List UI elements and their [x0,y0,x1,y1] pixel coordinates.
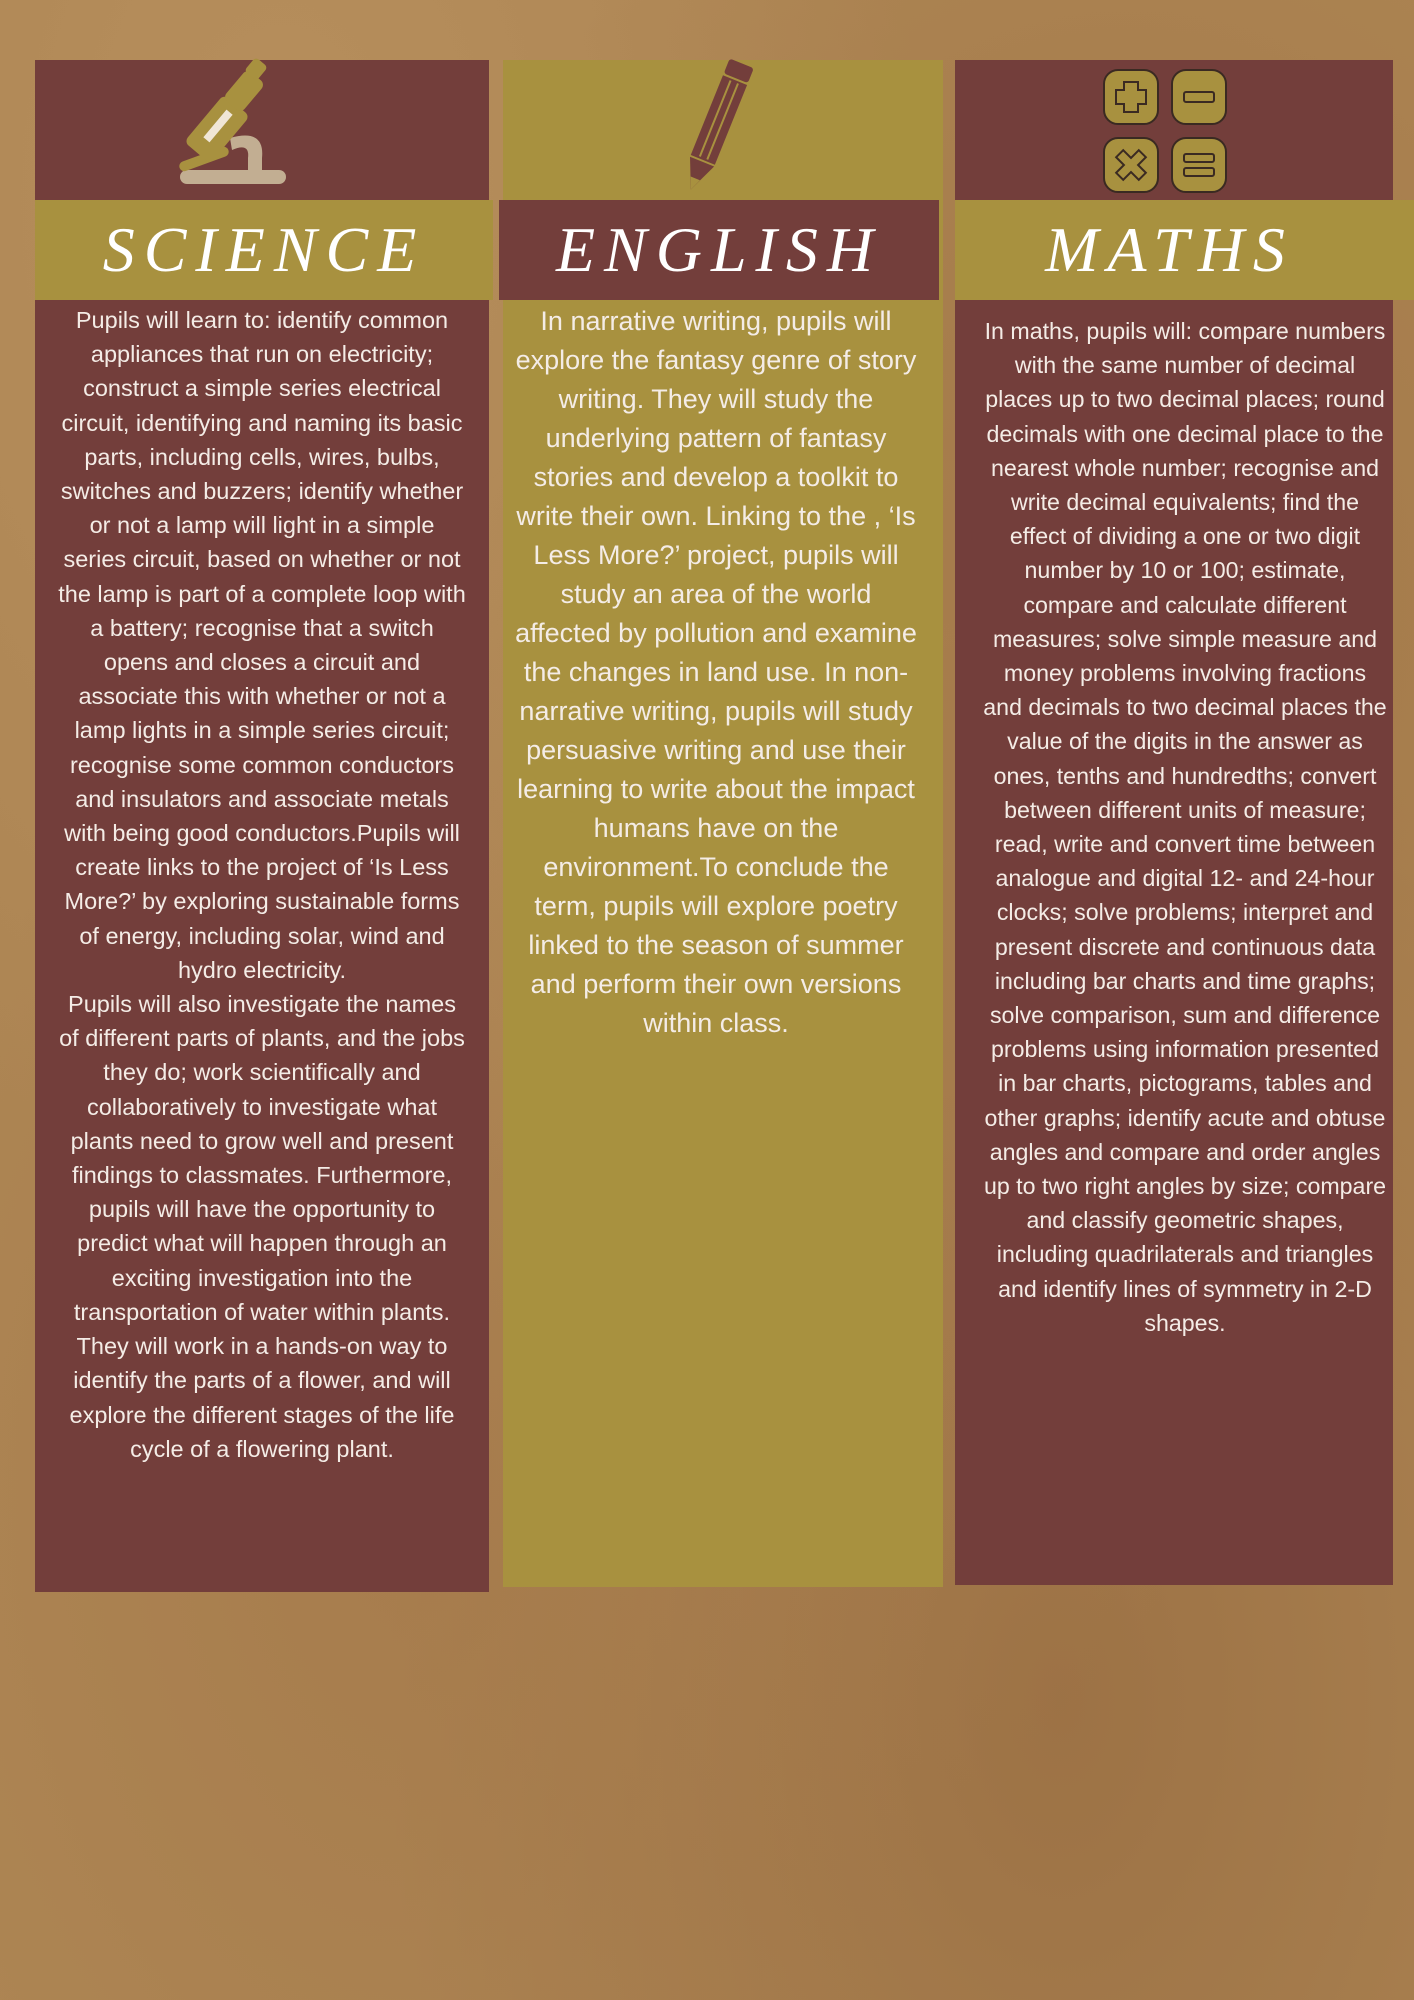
science-paragraph-2: Pupils will also investigate the names of different parts of plants, and the jobs they do; work scientifically and collaboratively to investigate what plants need to grow well and present findings to classmates. Furthermore, pupils will have the opportunity to predict what will happen through an exciting investigation into the transportation of water within plants. They will work in a hands-on way to identify the parts of a flower, and will explore the different stages of the life cycle of a flowering plant. [59,991,465,1462]
calculator-operations-icon [1100,66,1230,196]
science-title-band [35,200,493,300]
english-paragraph-1: In narrative writing, pupils will explore the fantasy genre of story writing. They will study the underlying pattern of fantasy stories and develop a toolkit to write their own. Linking to the , ‘Is Less More?’ project, pupils will study an area of the world affected by pollution and examine the changes in land use. In non-narrative writing, pupils will study persuasive writing and use their learning to write about the impact humans have on the environment.To conclude the term, pupils will explore poetry linked to the season of summer and perform their own versions within class. [515,306,917,1038]
english-title-band [499,200,939,300]
science-paragraph-1: Pupils will learn to: identify common appliances that run on electricity; construct a simple series electrical circuit, identifying and naming its basic parts, including cells, wires, bulbs, switches and buzzers; identify whether or not a lamp will light in a simple series circuit, based on whether or not the lamp is part of a complete loop with a battery; recognise that a switch opens and closes a circuit and associate this with whether or not a lamp lights in a simple series circuit; recognise some common conductors and insulators and associate metals with being good conductors.Pupils will create links to the project of ‘Is Less More?’ by exploring sustainable forms of energy, including solar, wind and hydro electricity. [58,307,466,983]
science-body [55,303,469,1466]
microscope-icon [170,58,300,188]
pencil-icon [665,52,765,202]
english-body [512,302,920,1043]
maths-title: MATHS [1045,214,1294,285]
english-title: ENGLISH [555,214,883,285]
maths-body [982,314,1388,1340]
maths-paragraph-1: In maths, pupils will: compare numbers with the same number of decimal places up to two decimal places; round decimals with one decimal place to the nearest whole number; recognise and write decimal equivalents; find the effect of dividing a one or two digit number by 10 or 100; estimate, compare and calculate different measures; solve simple measure and money problems involving fractions and decimals to two decimal places the value of the digits in the answer as ones, tenths and hundredths; convert between different units of measure; read, write and convert time between analogue and digital 12- and 24-hour clocks; solve problems; interpret and present discrete and continuous data including bar charts and time graphs; solve comparison, sum and difference problems using information presented in bar charts, pictograms, tables and other graphs; identify acute and obtuse angles and compare and order angles up to two right angles by size; compare and classify geometric shapes, including quadrilaterals and triangles and identify lines of symmetry in 2-D shapes. [983,318,1387,1336]
maths-title-band [955,200,1414,300]
science-title: SCIENCE [102,214,426,285]
